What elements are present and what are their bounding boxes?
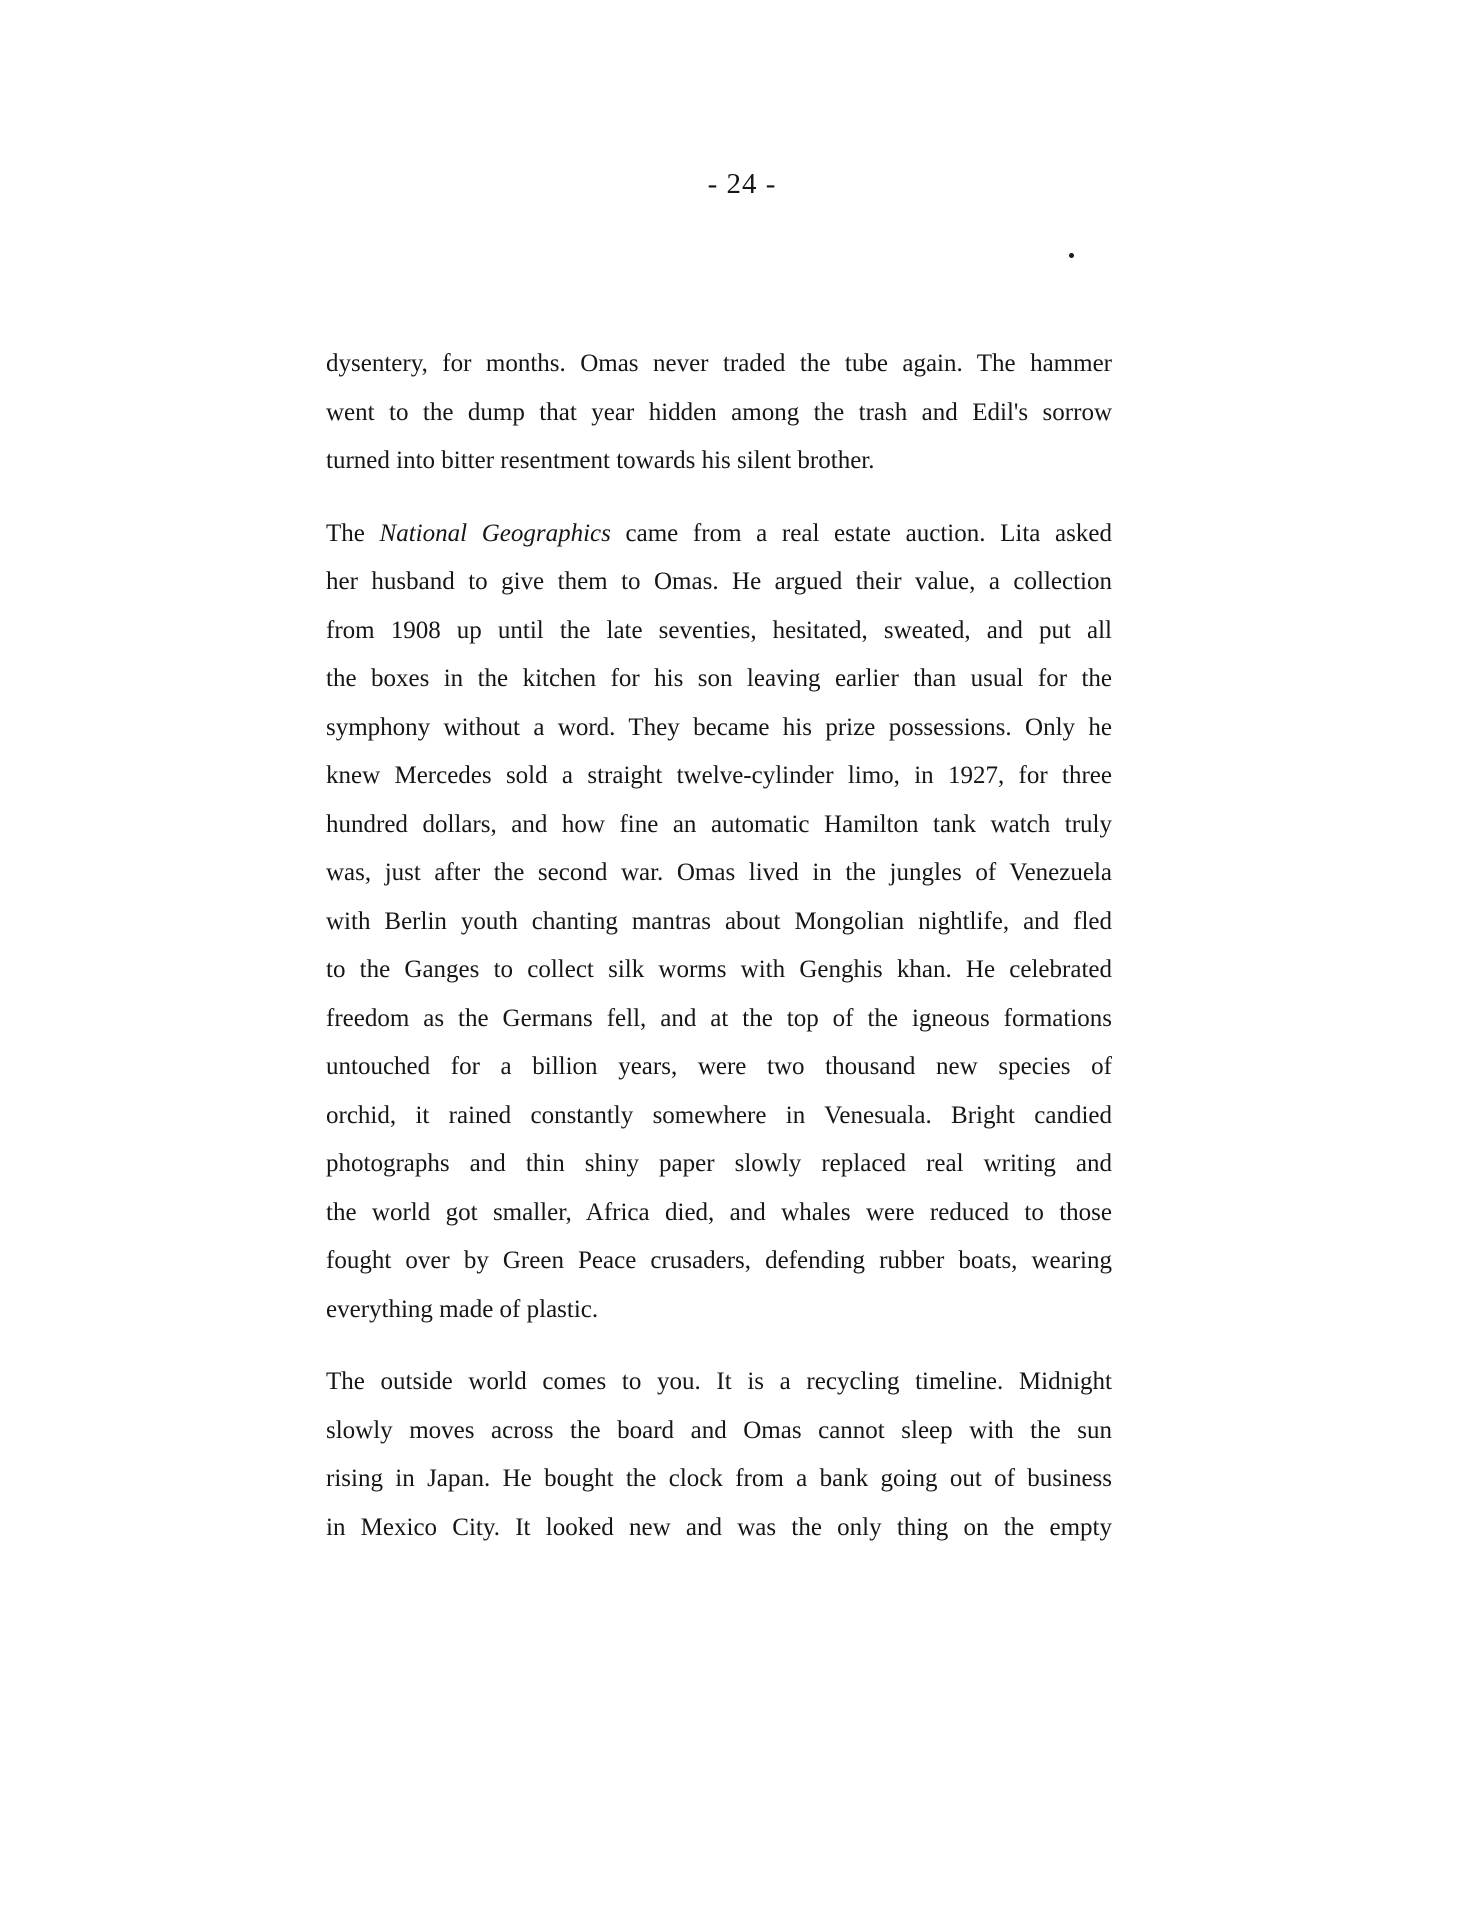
text-line: hundred dollars, and how fine an automatic Hamilton tank watch truly bbox=[326, 810, 1112, 838]
text-fragment: The bbox=[326, 519, 380, 547]
text-line: fought over by Green Peace crusaders, defending rubber boats, wearing bbox=[326, 1247, 1112, 1274]
text-fragment: came from a real estate auction. Lita asked bbox=[610, 519, 1112, 547]
text-line: dysentery, for months. Omas never traded the tube again. The hammer bbox=[326, 350, 1112, 377]
text-line: untouched for a billion years, were two thousand new species of bbox=[326, 1053, 1112, 1080]
text-line: the world got smaller, Africa died, and whales were reduced to those bbox=[326, 1198, 1112, 1226]
text-line: was, just after the second war. Omas lived in the jungles of Venezuela bbox=[326, 859, 1112, 886]
text-line: from 1908 up until the late seventies, hesitated, sweated, and put all bbox=[326, 616, 1112, 644]
paragraph-3 bbox=[326, 1358, 1112, 1552]
text-line: freedom as the Germans fell, and at the top of the igneous formations bbox=[326, 1004, 1112, 1032]
magazine-title: National Geographics bbox=[379, 519, 611, 547]
text-line: the boxes in the kitchen for his son leaving earlier than usual for the bbox=[326, 665, 1112, 692]
text-line: rising in Japan. He bought the clock from a bank going out of business bbox=[326, 1465, 1112, 1492]
text-line bbox=[326, 510, 1112, 559]
text-line: to the Ganges to collect silk worms with Genghis khan. He celebrated bbox=[326, 956, 1112, 983]
text-line: everything made of plastic. bbox=[326, 1295, 599, 1323]
text-line: photographs and thin shiny paper slowly replaced real writing and bbox=[326, 1150, 1112, 1177]
text-line: slowly moves across the board and Omas cannot sleep with the sun bbox=[326, 1416, 1112, 1444]
paragraph-1 bbox=[326, 340, 1112, 486]
text-line: orchid, it rained constantly somewhere in Venesuala. Bright candied bbox=[326, 1101, 1112, 1129]
text-line: knew Mercedes sold a straight twelve-cylinder limo, in 1927, for three bbox=[326, 762, 1112, 789]
page-number: - 24 - bbox=[707, 168, 777, 200]
text-line: The outside world comes to you. It is a recycling timeline. Midnight bbox=[326, 1368, 1112, 1395]
paragraph-2 bbox=[326, 510, 1112, 1335]
stray-mark bbox=[1069, 253, 1074, 258]
text-line: went to the dump that year hidden among the trash and Edil's sorrow bbox=[326, 398, 1112, 426]
text-line: symphony without a word. They became his prize possessions. Only he bbox=[326, 713, 1112, 741]
text-line: with Berlin youth chanting mantras about Mongolian nightlife, and fled bbox=[326, 907, 1112, 935]
body-text bbox=[326, 340, 1112, 1576]
text-line: in Mexico City. It looked new and was the only thing on the empty bbox=[326, 1513, 1112, 1541]
text-line: her husband to give them to Omas. He argued their value, a collection bbox=[326, 568, 1112, 595]
text-line: turned into bitter resentment towards his silent brother. bbox=[326, 447, 875, 474]
